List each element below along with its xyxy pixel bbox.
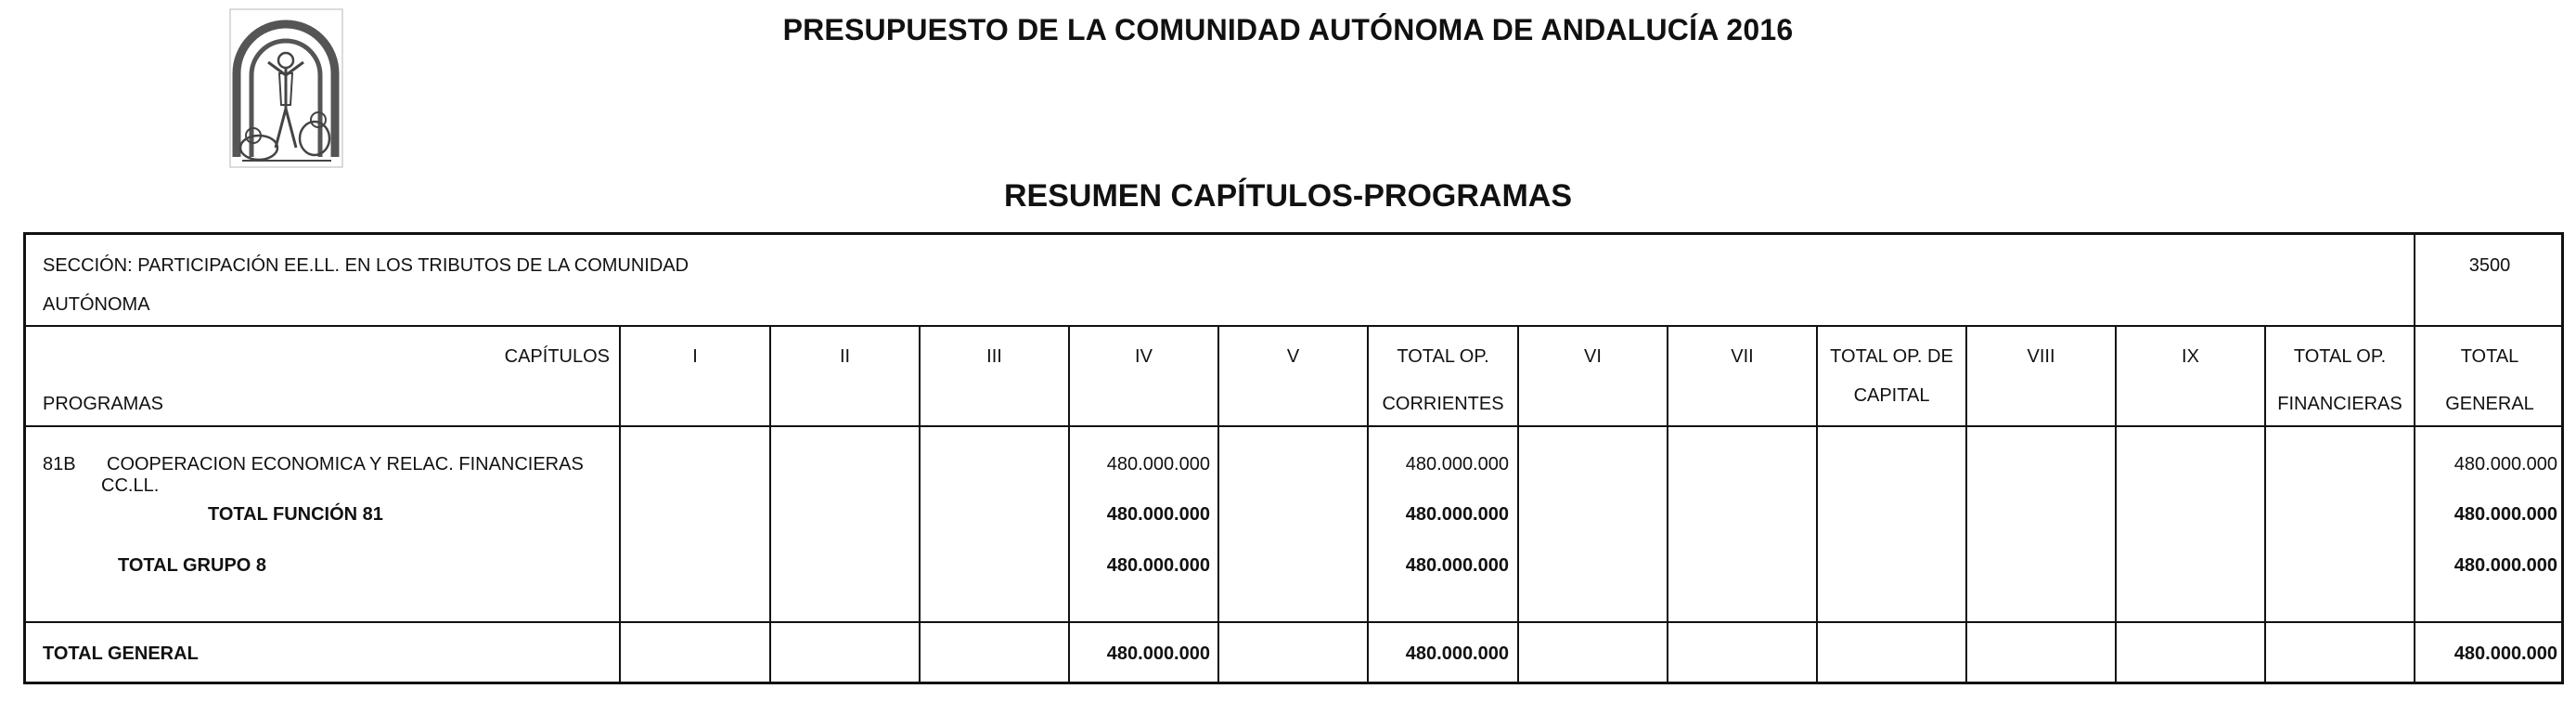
program-name: COOPERACION ECONOMICA Y RELAC. FINANCIERAS [107,454,584,474]
column-header-chapter: III [986,346,1002,367]
table-divider [1217,325,1219,682]
program-name-continued: CC.LL. [101,475,160,496]
table-divider [1068,325,1070,682]
table-cell: 480.000.000 [1405,454,1509,474]
column-header-total-capital: CAPITAL [1853,385,1930,406]
table-divider [1667,325,1668,682]
column-header-chapter: IV [1135,346,1153,367]
column-header-total-corrientes: CORRIENTES [1382,394,1504,414]
table-divider [1367,325,1369,682]
section-label: SECCIÓN: PARTICIPACIÓN EE.LL. EN LOS TRIBUTOS DE LA COMUNIDAD [43,255,689,276]
table-cell: 480.000.000 [1106,644,1210,664]
section-label-continued: AUTÓNOMA [43,294,150,315]
table-divider [769,325,771,682]
table-cell: 480.000.000 [1106,555,1210,576]
table-cell: 480.000.000 [2454,504,2557,525]
column-header-chapter: V [1286,346,1300,367]
table-divider [26,425,2561,427]
section-code: 3500 [2468,255,2511,276]
column-header-total-corrientes: TOTAL OP. [1397,346,1489,367]
table-divider [26,621,2561,623]
table-divider [2115,325,2117,682]
column-header-chapter: IX [2182,346,2199,367]
subtotal-label: TOTAL GRUPO 8 [118,555,267,576]
table-divider [1517,325,1519,682]
column-header-capitulos: CAPÍTULOS [504,346,610,367]
column-header-chapter: II [839,346,851,367]
table-cell: 480.000.000 [1106,504,1210,525]
program-code: 81B [43,454,76,474]
table-divider [1816,325,1818,682]
table-cell: 480.000.000 [1405,504,1509,525]
column-header-chapter: I [692,346,698,367]
page-title: PRESUPUESTO DE LA COMUNIDAD AUTÓNOMA DE ANDALUCÍA 2016 [782,13,1794,46]
summary-table [23,232,2564,684]
table-divider [919,325,921,682]
table-cell: 480.000.000 [1106,454,1210,474]
total-general-label: TOTAL GENERAL [43,644,199,664]
table-cell: 480.000.000 [2454,644,2557,664]
column-header-total-capital: TOTAL OP. DE [1830,346,1953,367]
table-cell: 480.000.000 [1405,555,1509,576]
column-header-total-financieras: FINANCIERAS [2277,394,2402,414]
page-subtitle: RESUMEN CAPÍTULOS-PROGRAMAS [1003,178,1573,214]
table-cell: 480.000.000 [2454,454,2557,474]
table-divider [619,325,621,682]
table-divider [2264,325,2266,682]
column-header-chapter: VII [1731,346,1754,367]
column-header-chapter: VIII [2027,346,2055,367]
column-header-total-general: TOTAL [2460,346,2519,367]
table-cell: 480.000.000 [2454,555,2557,576]
column-header-programas: PROGRAMAS [43,394,164,414]
table-divider [1965,325,1967,682]
column-header-chapter: VI [1584,346,1602,367]
subtotal-label: TOTAL FUNCIÓN 81 [208,504,383,525]
column-header-total-general: GENERAL [2445,394,2534,414]
column-header-total-financieras: TOTAL OP. [2293,346,2387,367]
table-divider [26,325,2561,327]
table-cell: 480.000.000 [1405,644,1509,664]
